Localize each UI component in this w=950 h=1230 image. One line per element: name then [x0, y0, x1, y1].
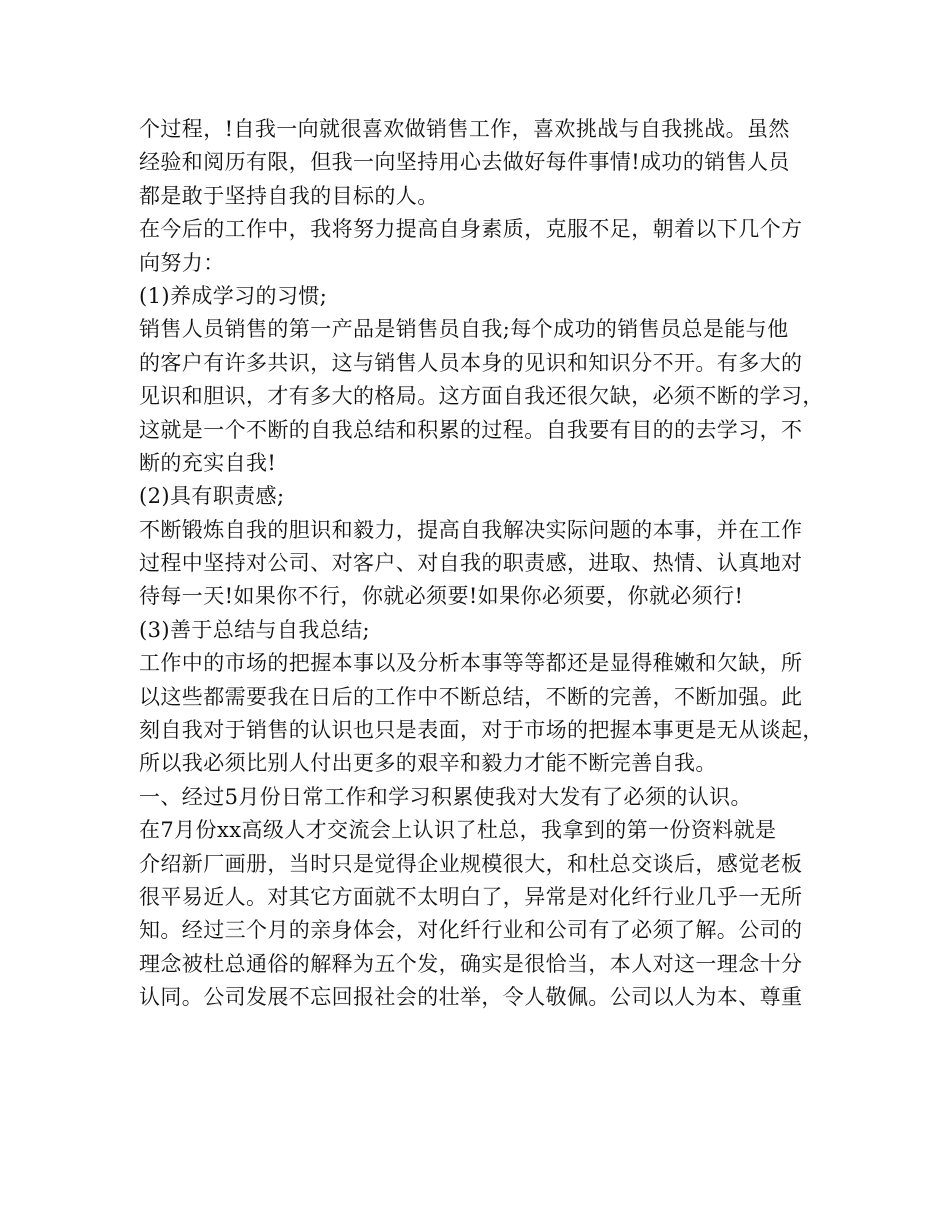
text-line: 见识和胆识，才有多大的格局。这方面自我还很欠缺，必须不断的学习，	[139, 384, 824, 409]
text-line: 理念被杜总通俗的解释为五个发，确实是很恰当，本人对这一理念十分	[139, 951, 803, 976]
section-heading: 一、经过5月份日常工作和学习积累使我对大发有了必须的认识。	[139, 784, 752, 809]
text-line: 介绍新厂画册，当时只是觉得企业规模很大，和杜总交谈后，感觉老板	[139, 851, 803, 876]
text-line: 知。经过三个月的亲身体会，对化纤行业和公司有了必须了解。公司的	[139, 918, 803, 943]
text-line: 个过程，!自我一向就很喜欢做销售工作，喜欢挑战与自我挑战。虽然	[139, 117, 790, 141]
text-line: 过程中坚持对公司、对客户、对自我的职责感，进取、热情、认真地对	[139, 551, 803, 576]
list-heading-2: (2)具有职责感;	[139, 484, 285, 509]
text-line: 在7月份xx高级人才交流会上认识了杜总，我拿到的第一份资料就是	[139, 818, 777, 843]
text-line: 的客户有许多共识，这与销售人员本身的见识和知识分不开。有多大的	[139, 350, 803, 375]
text-line: 向努力：	[139, 250, 225, 275]
list-heading-3: (3)善于总结与自我总结;	[139, 617, 371, 642]
document-body	[139, 113, 824, 1015]
text-line: 刻自我对于销售的认识也只是表面，对于市场的把握本事更是无从谈起，	[139, 718, 824, 743]
text-line: 断的充实自我!	[139, 450, 277, 475]
text-line: 经验和阅历有限，但我一向坚持用心去做好每件事情!成功的销售人员	[139, 150, 790, 175]
text-line: 很平易近人。对其它方面就不太明白了，异常是对化纤行业几乎一无所	[139, 884, 803, 909]
text-line: 待每一天!如果你不行，你就必须要!如果你必须要，你就必须行!	[139, 584, 744, 609]
text-line: 不断锻炼自我的胆识和毅力，提高自我解决实际问题的本事，并在工作	[139, 517, 803, 542]
text-line: 所以我必须比别人付出更多的艰辛和毅力才能不断完善自我。	[139, 751, 717, 776]
text-line: 工作中的市场的把握本事以及分析本事等等都还是显得稚嫩和欠缺，所	[139, 651, 803, 676]
text-line: 以这些都需要我在日后的工作中不断总结，不断的完善，不断加强。此	[139, 684, 803, 709]
text-line: 销售人员销售的第一产品是销售员自我;每个成功的销售员总是能与他	[139, 317, 789, 342]
list-heading-1: (1)养成学习的习惯;	[139, 283, 328, 308]
text-line: 在今后的工作中，我将努力提高自身素质，克服不足，朝着以下几个方	[139, 217, 803, 242]
text-line: 认同。公司发展不忘回报社会的壮举，令人敬佩。公司以人为本、尊重	[139, 985, 803, 1010]
text-line: 都是敢于坚持自我的目标的人。	[139, 183, 439, 208]
text-line: 这就是一个不断的自我总结和积累的过程。自我要有目的的去学习，不	[139, 417, 803, 442]
